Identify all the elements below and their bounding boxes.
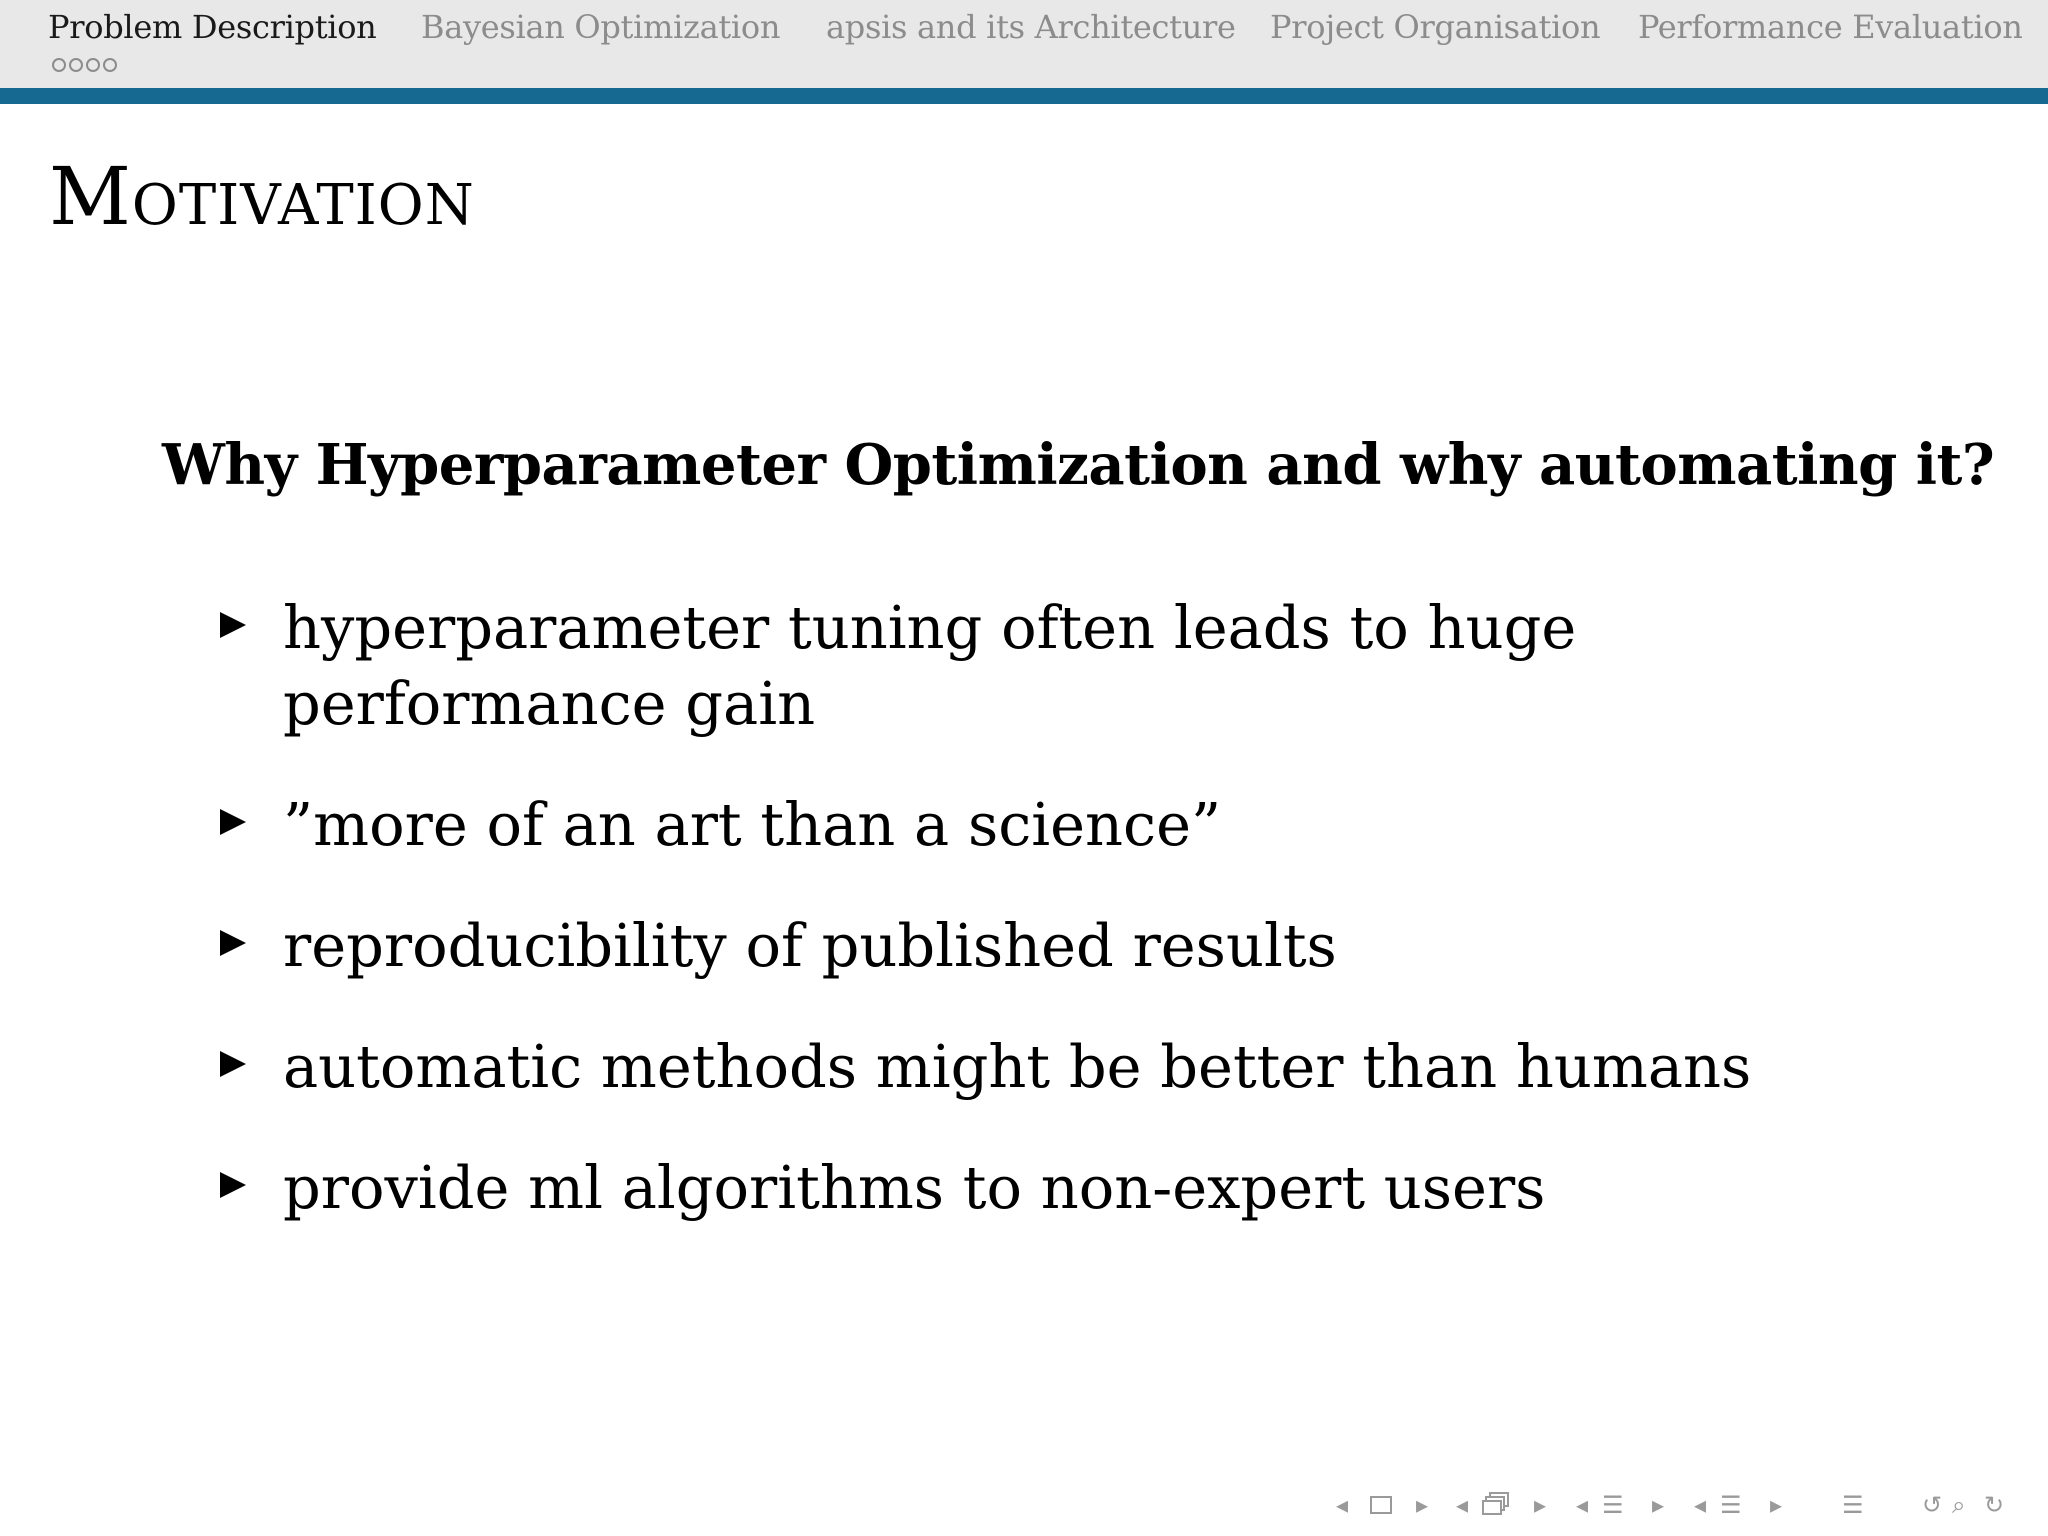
next-frame-icon[interactable]: ▸ — [1416, 1491, 1429, 1519]
bullet-list — [220, 590, 1860, 1271]
nav-section-performance-evaluation[interactable]: Performance Evaluation — [1638, 8, 2023, 46]
triangle-bullet-icon — [220, 612, 246, 638]
back-icon[interactable]: ↺ — [1922, 1491, 1943, 1519]
list-item — [220, 1150, 1860, 1226]
mini-frame-navigation — [52, 58, 117, 72]
mini-frame-4[interactable] — [103, 58, 117, 72]
next-section-icon[interactable]: ▸ — [1652, 1491, 1665, 1519]
list-item — [220, 1029, 1860, 1105]
slide-title: Motivation — [49, 150, 475, 243]
slide-question: Why Hyperparameter Optimization and why automating it? — [162, 432, 1995, 498]
list-item-text: automatic methods might be better than humans — [283, 1032, 1752, 1101]
list-item-text: hyperparameter tuning often leads to huge performance gain — [283, 593, 1577, 738]
prev-frame-icon[interactable]: ◂ — [1336, 1491, 1349, 1519]
header-rule — [0, 88, 2048, 104]
nav-section-project-organisation[interactable]: Project Organisation — [1270, 8, 1601, 46]
triangle-bullet-icon — [220, 809, 246, 835]
list-item — [220, 590, 1860, 742]
beamer-navigation-symbols — [1336, 1490, 2036, 1520]
search-icon[interactable]: ⌕ — [1952, 1491, 1966, 1519]
mini-frame-2[interactable] — [69, 58, 83, 72]
section-navigation-bar — [0, 0, 2048, 88]
prev-document-icon[interactable]: ◂ — [1694, 1491, 1707, 1519]
section-icon[interactable]: ☰ — [1602, 1491, 1624, 1519]
appendix-icon[interactable]: ☰ — [1842, 1491, 1864, 1519]
subsection-icon[interactable] — [1482, 1492, 1510, 1516]
next-subsection-icon[interactable]: ▸ — [1534, 1491, 1547, 1519]
mini-frame-1[interactable] — [52, 58, 66, 72]
list-item-text: reproducibility of published results — [283, 911, 1337, 980]
list-item-text: ”more of an art than a science” — [283, 790, 1222, 859]
nav-section-problem-description[interactable]: Problem Description — [48, 8, 377, 46]
frame-icon[interactable] — [1370, 1496, 1392, 1514]
prev-subsection-icon[interactable]: ◂ — [1456, 1491, 1469, 1519]
forward-icon[interactable]: ↻ — [1984, 1491, 2005, 1519]
next-document-icon[interactable]: ▸ — [1770, 1491, 1783, 1519]
document-icon[interactable]: ☰ — [1720, 1491, 1742, 1519]
triangle-bullet-icon — [220, 1172, 246, 1198]
nav-section-apsis-architecture[interactable]: apsis and its Architecture — [826, 8, 1236, 46]
list-item — [220, 908, 1860, 984]
triangle-bullet-icon — [220, 1051, 246, 1077]
list-item — [220, 787, 1860, 863]
prev-section-icon[interactable]: ◂ — [1576, 1491, 1589, 1519]
mini-frame-3[interactable] — [86, 58, 100, 72]
triangle-bullet-icon — [220, 930, 246, 956]
nav-section-bayesian-optimization[interactable]: Bayesian Optimization — [421, 8, 781, 46]
list-item-text: provide ml algorithms to non-expert users — [283, 1153, 1546, 1222]
